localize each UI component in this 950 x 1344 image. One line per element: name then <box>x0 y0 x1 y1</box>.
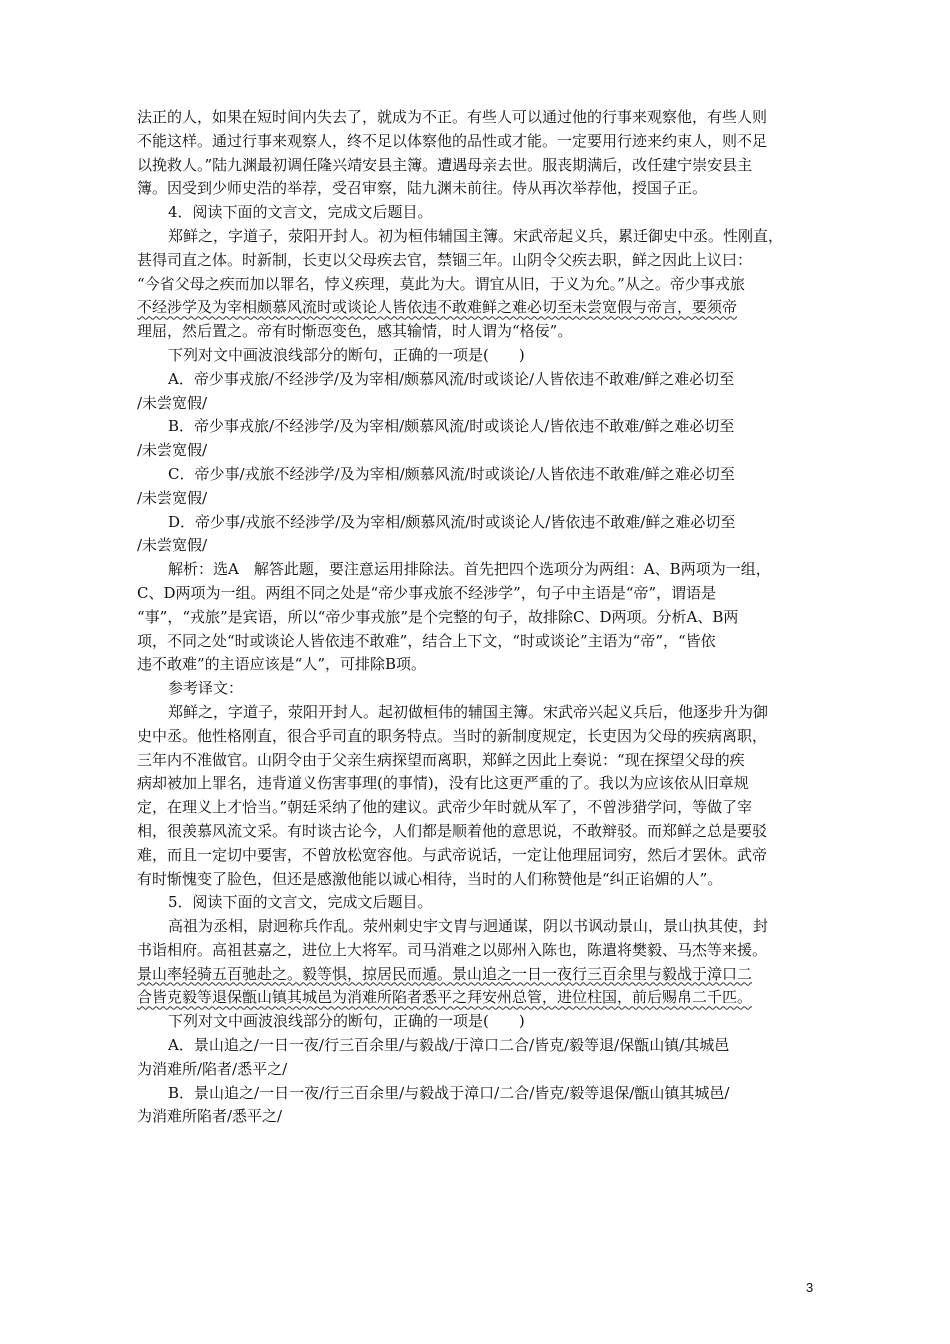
wavy-underlined-line <box>137 296 821 320</box>
option-c-cont: /未尝宽假/ <box>137 488 208 507</box>
text-line: 理屈，然后置之。帝有时惭恧变色，感其输情，时人谓为“格佞”。 <box>137 322 573 341</box>
text-line: 违不敢难”的主语应该是“人”，可排除B项。 <box>137 655 427 674</box>
option-b-cont: 为消难所陷者/悉平之/ <box>137 1107 283 1126</box>
option-c: C．帝少事/戎旅不经涉学/及为宰相/颇慕风流/时或谈论/人皆依违不敢难/鲜之难必切至 <box>168 464 735 483</box>
option-b: B．景山追之/一日一夜/行三百余里/与毅战于漳口/二合/皆克/毅等退保/甑山镇其城邑/ <box>168 1083 730 1102</box>
text-line: 有时惭愧变了脸色，但还是感激他能以诚心相待，当时的人们称赞他是“纠正谄媚的人”。 <box>137 869 723 888</box>
translation-heading: 参考译文： <box>168 679 244 698</box>
text-line: “今省父母之疾而加以罪名，悖义疾理，莫此为大。谓宜从旧，于义为允。”从之。帝少事戎旅 <box>137 274 745 293</box>
text-line: 项，不同之处“时或谈论人皆依违不敢难”，结合上下文，“时或谈论”主语为“帝”，“皆依 <box>137 631 716 650</box>
text-line: 不能这样。通过行事来观察人，终不足以体察他的品性或才能。一定要用行迹来约束人，则不足 <box>137 131 768 150</box>
wavy-text: 景山率轻骑五百驰赴之。毅等惧，掠居民而遁。景山追之一日一夜行三百余里与毅战于漳口二 <box>137 964 753 983</box>
text-line: 高祖为丞相，尉迥称兵作乱。荥州刺史宇文胄与迥通谋，阴以书讽动景山，景山执其使，封 <box>168 917 769 936</box>
page-number: 3 <box>806 1280 814 1295</box>
document-body <box>137 106 821 1129</box>
wavy-underlined-line <box>137 963 821 987</box>
wavy-text: 不经涉学及为宰相颇慕风流时或谈论人皆依违不敢难鲜之难必切至未尝宽假与帝言，要须帝 <box>137 298 738 317</box>
question-heading: 4．阅读下面的文言文，完成文后题目。 <box>168 203 433 222</box>
option-b-cont: /未尝宽假/ <box>137 441 208 460</box>
text-line: 以挽救人。”陆九渊最初调任隆兴靖安县主簿。遭遇母亲去世。服丧期满后，改任建宁崇安县主 <box>137 155 753 174</box>
option-a-cont: /未尝宽假/ <box>137 393 208 412</box>
question-prompt: 下列对文中画波浪线部分的断句，正确的一项是( ) <box>168 345 525 364</box>
text-line: 病却被加上罪名，违背道义伤害事理(的事情)，没有比这更严重的了。我以为应该依从旧章规 <box>137 774 749 793</box>
option-a-cont: 为消难所/陷者/悉平之/ <box>137 1059 288 1078</box>
text-line: 郑鲜之，字道子，荥阳开封人。初为桓伟辅国主簿。宋武帝起义兵，累迁御史中丞。性刚直， <box>168 226 784 245</box>
option-d-cont: /未尝宽假/ <box>137 536 208 555</box>
text-line: 相，很羡慕风流文采。有时谈古论今，人们都是顺着他的意思说，不敢辩驳。而郑鲜之总是要驳 <box>137 821 768 840</box>
text-line: C、D两项为一组。两组不同之处是“帝少事戎旅不经涉学”，句子中主语是“帝”，谓语是 <box>137 583 717 602</box>
text-line: 法正的人，如果在短时间内失去了，就成为不正。有些人可以通过他的行事来观察他，有些人则 <box>137 108 768 126</box>
text-line: 三年内不准做官。山阴令由于父亲生病探望而离职，郑鲜之因此上奏说：“现在探望父母的疾 <box>137 750 745 769</box>
wavy-underlined-line <box>137 986 821 1010</box>
text-line: 甚得司直之体。时新制，长吏以父母疾去官，禁锢三年。山阴令父疾去职，鲜之因此上议曰： <box>137 250 753 269</box>
text-line: 定，在理义上才恰当。”朝廷采纳了他的建议。武帝少年时就从军了，不曾涉猎学问，等做了宰 <box>137 798 753 817</box>
option-b: B．帝少事戎旅/不经涉学/及为宰相/颇慕风流/时或谈论人/皆依违不敢难/鲜之难必切至 <box>168 417 735 436</box>
text-line: 难，而且一定切中要害，不曾放松宽容他。与武帝说话，一定让他理屈词穷，然后才罢休。武帝 <box>137 845 768 864</box>
question-prompt: 下列对文中画波浪线部分的断句，正确的一项是( ) <box>168 1012 525 1031</box>
text-line: 郑鲜之，字道子，荥阳开封人。起初做桓伟的辅国主簿。宋武帝兴起义兵后，他逐步升为御 <box>168 702 769 721</box>
text-line: 书诣相府。高祖甚嘉之，进位上大将军。司马消难之以郧州入陈也，陈遣将樊毅、马杰等来援。 <box>137 940 768 959</box>
analysis: 解析：选A 解答此题，要注意运用排除法。首先把四个选项分为两组：A、B两项为一组， <box>168 560 771 579</box>
text-line: 簿。因受到少师史浩的举荐，受召审察，陆九渊未前往。侍从再次举荐他，授国子正。 <box>137 179 708 198</box>
text-line: “事”，“戎旅”是宾语，所以“帝少事戎旅”是个完整的句子，故排除C、D两项。分析A、B两 <box>137 607 739 626</box>
wavy-text: 合皆克毅等退保甑山镇其城邑为消难所陷者悉平之拜安州总管，进位柱国，前后赐帛二千匹。 <box>137 988 753 1007</box>
text-line: 史中丞。他性格刚直，很合乎司直的职务特点。当时的新制度规定，长吏因为父母的疾病离职， <box>137 726 768 745</box>
option-a: A．景山追之/一日一夜/行三百余里/与毅战/于漳口二合/皆克/毅等退/保甑山镇/其城邑 <box>168 1036 730 1055</box>
option-d: D．帝少事/戎旅不经涉学/及为宰相/颇慕风流/时或谈论人/皆依违不敢难/鲜之难必切至 <box>168 512 736 531</box>
option-a: A．帝少事戎旅/不经涉学/及为宰相/颇慕风流/时或谈论/人皆依违不敢难/鲜之难必切至 <box>168 369 735 388</box>
question-heading: 5．阅读下面的文言文，完成文后题目。 <box>168 893 433 912</box>
